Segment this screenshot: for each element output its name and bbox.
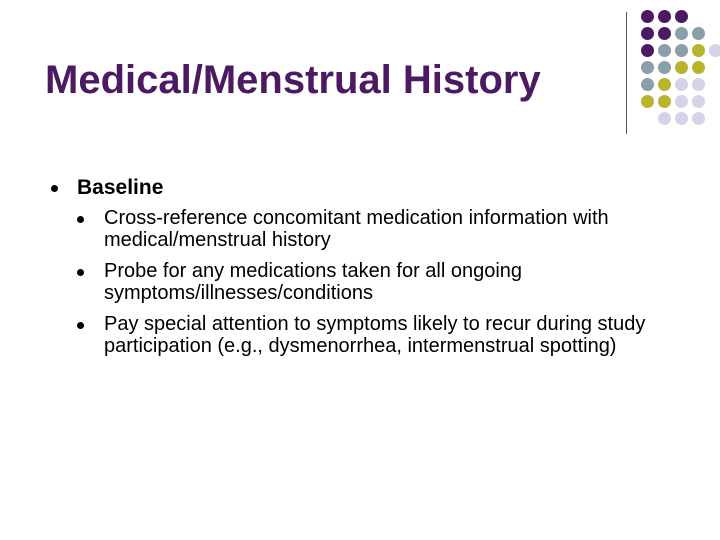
bullet-dot-icon	[77, 269, 84, 276]
decorative-dot	[641, 78, 654, 91]
bullet-dot-icon	[77, 216, 84, 223]
sub-bullet-item	[77, 313, 688, 357]
decorative-dot	[675, 61, 688, 74]
decorative-dot	[675, 27, 688, 40]
decorative-dot	[692, 44, 705, 57]
sub-bullet-item	[77, 207, 688, 251]
sub-bullet-text: Pay special attention to symptoms likely to recur during study participation (e.g., dysmenorrhea, intermenstrual spotting)	[104, 313, 646, 357]
decorative-dot	[709, 44, 720, 57]
sub-bullet-text: Cross-reference concomitant medication information with medical/menstrual history	[104, 207, 609, 251]
decorative-dot	[692, 27, 705, 40]
decorative-dot	[658, 112, 671, 125]
decorative-dot	[658, 44, 671, 57]
decorative-dot	[675, 78, 688, 91]
decorative-dot	[675, 95, 688, 108]
decorative-dot	[641, 61, 654, 74]
decorative-dot	[658, 95, 671, 108]
decorative-dot	[641, 44, 654, 57]
decorative-dot	[658, 10, 671, 23]
decorative-dot	[692, 112, 705, 125]
decorative-dot	[658, 27, 671, 40]
decorative-dot	[658, 78, 671, 91]
decorative-dot	[675, 10, 688, 23]
bullet-dot-icon	[51, 185, 58, 192]
bullet-baseline	[48, 176, 688, 200]
decorative-dot	[641, 10, 654, 23]
bullet-text: Baseline	[77, 176, 164, 199]
slide-body	[48, 176, 688, 366]
sub-bullet-text: Probe for any medications taken for all ongoing symptoms/illnesses/conditions	[104, 260, 523, 304]
decorative-dot	[658, 61, 671, 74]
decorative-dot	[692, 78, 705, 91]
decorative-dot	[675, 112, 688, 125]
decorative-dot	[641, 27, 654, 40]
decorative-dot	[675, 44, 688, 57]
slide-title: Medical/Menstrual History	[45, 58, 541, 102]
title-divider-line	[626, 12, 627, 134]
decorative-dot	[692, 61, 705, 74]
decorative-dot	[641, 95, 654, 108]
bullet-dot-icon	[77, 322, 84, 329]
sub-bullet-item	[77, 260, 688, 304]
decorative-dot	[692, 95, 705, 108]
sub-bullet-list	[48, 207, 688, 357]
